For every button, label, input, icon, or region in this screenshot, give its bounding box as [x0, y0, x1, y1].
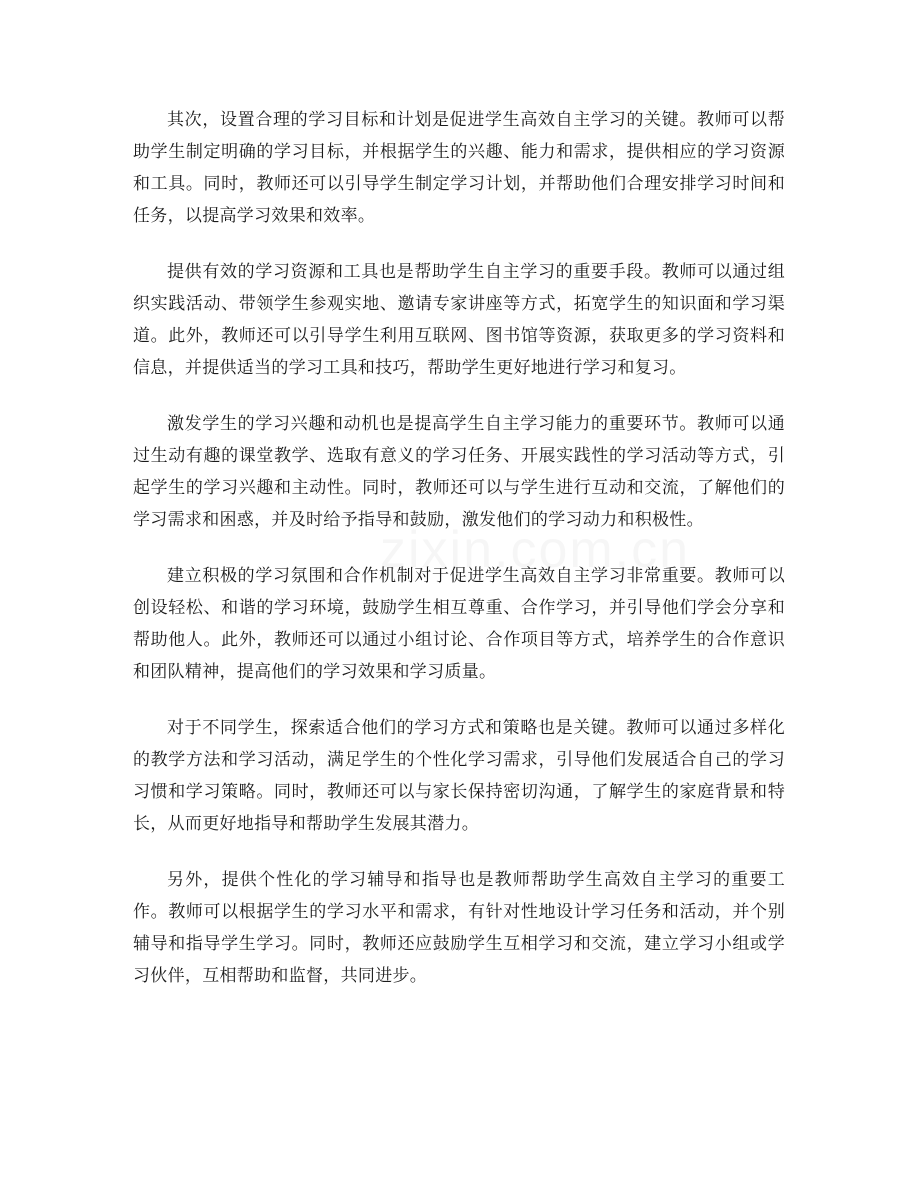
paragraph-6: 另外，提供个性化的学习辅导和指导也是教师帮助学生高效自主学习的重要工作。教师可以根据学生的学习水平和需求，有针对性地设计学习任务和活动，并个别辅导和指导学生学习。同时，教师还应鼓励学生互相学习和交流，建立学习小组或学习伙伴，互相帮助和监督，共同进步。 [133, 870, 785, 986]
document-body [133, 104, 785, 1016]
paragraph-1: 其次，设置合理的学习目标和计划是促进学生高效自主学习的关键。教师可以帮助学生制定明确的学习目标，并根据学生的兴趣、能力和需求，提供相应的学习资源和工具。同时，教师还可以引导学生制定学习计划，并帮助他们合理安排学习时间和任务，以提高学习效果和效率。 [133, 110, 785, 226]
paragraph-4: 建立积极的学习氛围和合作机制对于促进学生高效自主学习非常重要。教师可以创设轻松、和谐的学习环境，鼓励学生相互尊重、合作学习，并引导他们学会分享和帮助他人。此外，教师还可以通过小组讨论、合作项目等方式，培养学生的合作意识和团队精神，提高他们的学习效果和学习质量。 [133, 566, 785, 682]
paragraph-5: 对于不同学生，探索适合他们的学习方式和策略也是关键。教师可以通过多样化的教学方法和学习活动，满足学生的个性化学习需求，引导他们发展适合自己的学习习惯和学习策略。同时，教师还可以与家长保持密切沟通，了解学生的家庭背景和特长，从而更好地指导和帮助学生发展其潜力。 [133, 718, 785, 834]
paragraph-2: 提供有效的学习资源和工具也是帮助学生自主学习的重要手段。教师可以通过组织实践活动、带领学生参观实地、邀请专家讲座等方式，拓宽学生的知识面和学习渠道。此外，教师还可以引导学生利用互联网、图书馆等资源，获取更多的学习资料和信息，并提供适当的学习工具和技巧，帮助学生更好地进行学习和复习。 [133, 262, 785, 378]
paragraph-3: 激发学生的学习兴趣和动机也是提高学生自主学习能力的重要环节。教师可以通过生动有趣的课堂教学、选取有意义的学习任务、开展实践性的学习活动等方式，引起学生的学习兴趣和主动性。同时，教师还可以与学生进行互动和交流，了解他们的学习需求和困惑，并及时给予指导和鼓励，激发他们的学习动力和积极性。 [133, 414, 785, 530]
